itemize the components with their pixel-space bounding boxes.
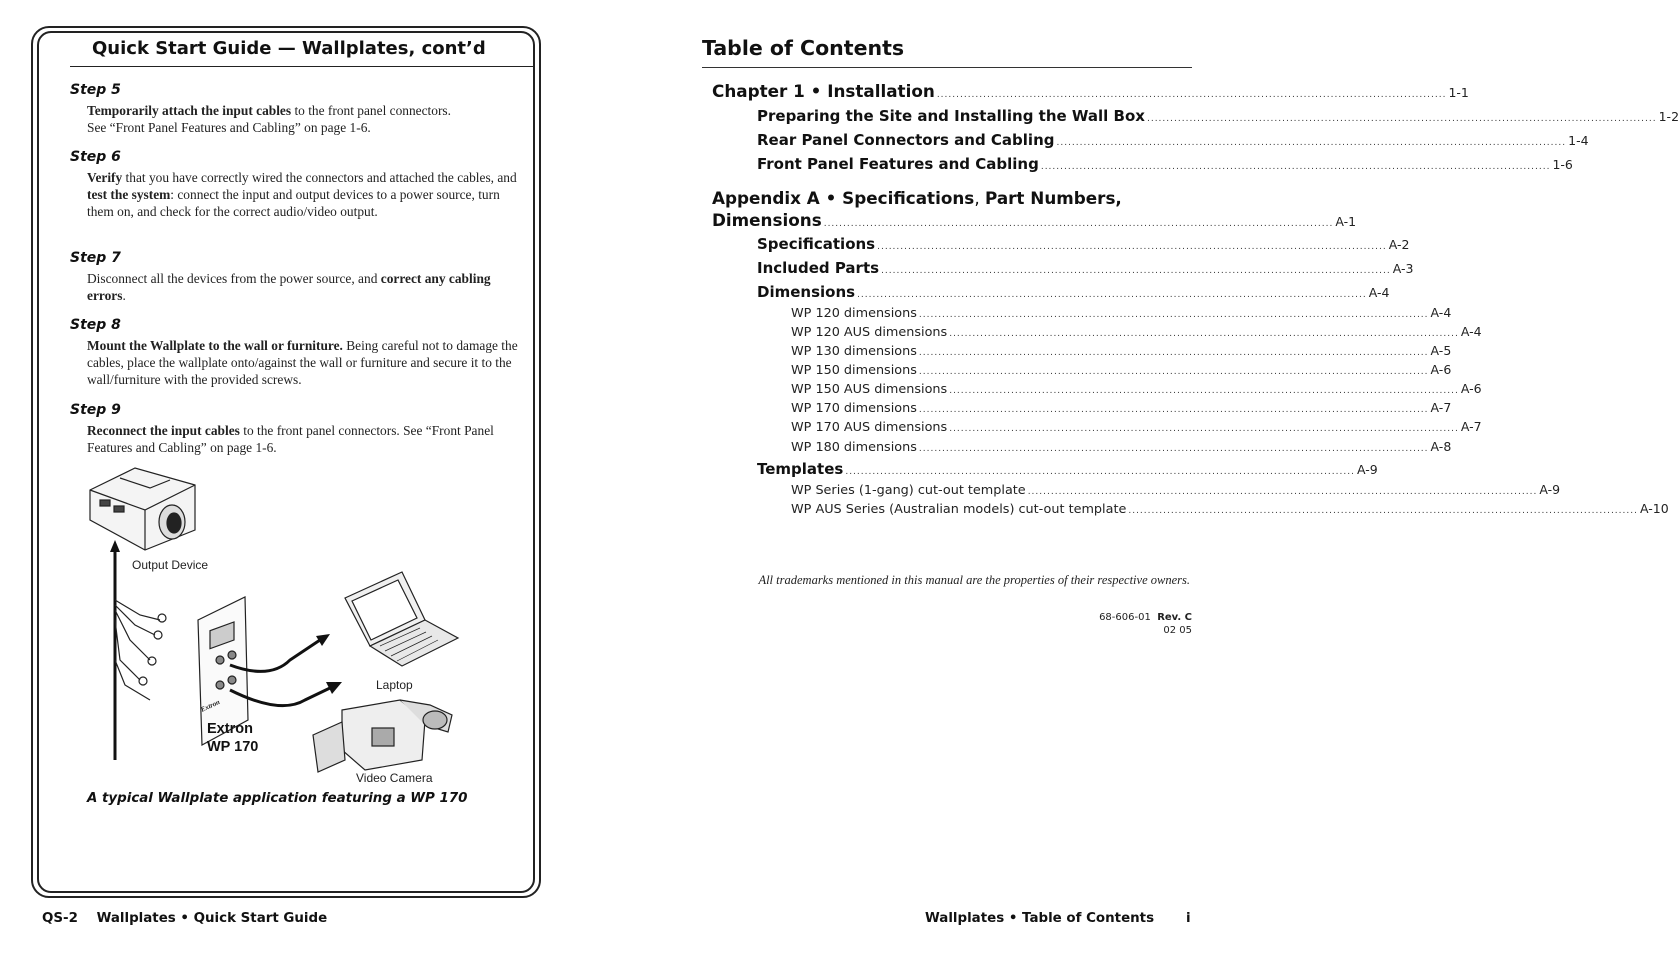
revision: Rev. C (1157, 612, 1192, 623)
appendix-title-part2: Part Numbers, (984, 188, 1122, 208)
toc-item-dimensions[interactable] (757, 283, 1390, 301)
toc-entry-title: Front Panel Features and Cabling (757, 155, 1039, 173)
toc-subitem-wp-aus-template[interactable] (791, 501, 1669, 517)
laptop-label: Laptop (376, 678, 413, 692)
toc-title: Table of Contents (702, 36, 905, 60)
toc-leader-dots: .................................................................................................................................... (918, 310, 1429, 320)
toc-leader-dots: .................................................................................................................................... (1027, 487, 1538, 497)
step-8-bold: Mount the Wallplate to the wall or furniture. (87, 338, 343, 353)
toc-subitem-wp120[interactable] (791, 305, 1452, 321)
toc-leader-dots: .................................................................................................................................... (918, 444, 1429, 454)
step-8-heading: Step 8 (70, 317, 121, 333)
toc-entry-title: WP 150 dimensions (791, 363, 917, 378)
toc-leader-dots: .................................................................................................................................... (949, 424, 1459, 434)
step-9-heading: Step 9 (70, 402, 121, 418)
step-6-body (87, 169, 520, 220)
toc-item-rear-panel[interactable] (757, 131, 1589, 149)
video-camera-icon (313, 700, 452, 772)
figure-caption: A typical Wallplate application featuring a WP 170 (87, 791, 468, 806)
step-8-body (87, 337, 522, 388)
toc-entry-page: A-10 (1639, 501, 1669, 516)
output-device-label: Output Device (132, 558, 209, 572)
plate-brand-label: Extron (199, 698, 222, 714)
toc-title-rule (702, 67, 1192, 68)
step-5-line2: See “Front Panel Features and Cabling” on page 1-6. (87, 120, 371, 135)
toc-entry-page: A-9 (1539, 482, 1561, 497)
footer-right-title: Wallplates • Table of Contents (925, 911, 1155, 926)
toc-subitem-wp180[interactable] (791, 439, 1452, 455)
toc-entry-title: WP 180 dimensions (791, 440, 917, 455)
toc-subitem-wp150[interactable] (791, 362, 1452, 378)
toc-entry-page: A-6 (1430, 362, 1452, 377)
toc-leader-dots: .................................................................................................................................... (1040, 162, 1551, 172)
step-6-heading: Step 6 (70, 149, 121, 165)
toc-item-templates[interactable] (757, 460, 1378, 478)
toc-entry-page: 1-1 (1448, 85, 1469, 100)
toc-entry-title: WP 170 AUS dimensions (791, 420, 948, 435)
toc-leader-dots: .................................................................................................................................... (936, 90, 1447, 100)
wallplate-diagram (80, 460, 480, 790)
toc-entry-page: A-5 (1430, 343, 1452, 358)
extron-label-line2: WP 170 (207, 739, 259, 755)
extron-label-line1: Extron (207, 721, 253, 737)
title-rule (70, 66, 533, 67)
appendix-title-part1: Appendix A • Specifications (712, 188, 975, 208)
toc-entry-title: Dimensions (757, 283, 856, 301)
toc-entry-page: A-4 (1368, 285, 1390, 300)
toc-entry-page: A-8 (1430, 439, 1452, 454)
toc-entry-title: Chapter 1 • Installation (712, 81, 935, 101)
step-6-bold-test: test the system (87, 187, 171, 202)
step-9-bold: Reconnect the input cables (87, 423, 240, 438)
step-7-text-1: Disconnect all the devices from the power source, and (87, 271, 381, 286)
toc-entry-page: A-1 (1335, 214, 1357, 229)
step-6-bold-verify: Verify (87, 170, 123, 185)
laptop-icon (345, 572, 458, 666)
toc-entry-title: Preparing the Site and Installing the Wall Box (757, 107, 1145, 125)
toc-entry-page: A-4 (1430, 305, 1452, 320)
trademark-notice: All trademarks mentioned in this manual are the properties of their respective owners. (758, 573, 1190, 587)
toc-leader-dots: .................................................................................................................................... (918, 367, 1429, 377)
toc-leader-dots: .................................................................................................................................... (918, 405, 1429, 415)
appendix-title-comma: , (974, 188, 985, 208)
toc-leader-dots: .................................................................................................................................... (845, 467, 1355, 477)
step-5-bold: Temporarily attach the input cables (87, 103, 292, 118)
toc-entry-title: WP 120 AUS dimensions (791, 325, 948, 340)
revision-date: 02 05 (1163, 625, 1192, 636)
step-7-bold: correct any cabling errors (87, 271, 491, 303)
toc-entry-title: WP Series (1-gang) cut-out template (791, 483, 1026, 498)
toc-entry-title: Specifications (757, 235, 876, 253)
toc-appendix-a[interactable] (712, 210, 1357, 230)
toc-subitem-wp150-aus[interactable] (791, 381, 1482, 397)
breakout-cables (115, 600, 166, 700)
extron-wp170-label (207, 720, 258, 756)
step-9-text: to the front panel connectors. See “Front Panel Features and Cabling” on page 1-6. (87, 423, 494, 455)
toc-subitem-wp170-aus[interactable] (791, 419, 1482, 435)
step-6-text-2: : connect the input and output devices to a power source, turn them on, and check for the correct audio/video output. (87, 187, 500, 219)
quick-start-title: Quick Start Guide — Wallplates, cont’d (92, 38, 486, 59)
toc-item-specifications[interactable] (757, 235, 1410, 253)
toc-leader-dots: .................................................................................................................................... (881, 266, 1391, 276)
toc-subitem-wp170[interactable] (791, 400, 1452, 416)
step-7-body (87, 270, 507, 304)
toc-entry-title: Included Parts (757, 259, 880, 277)
toc-leader-dots: .................................................................................................................................... (1128, 506, 1638, 516)
toc-entry-page: A-7 (1430, 400, 1452, 415)
arrow-up-icon (110, 540, 120, 552)
footer-left-page-number: QS-2 (42, 911, 78, 926)
toc-subitem-wp-series-template[interactable] (791, 482, 1561, 498)
toc-entry-title: WP AUS Series (Australian models) cut-out template (791, 502, 1127, 517)
toc-entry-title: Templates (757, 460, 844, 478)
toc-entry-title: WP 120 dimensions (791, 306, 917, 321)
toc-entry-page: 1-2 (1658, 109, 1679, 124)
toc-entry-title: Rear Panel Connectors and Cabling (757, 131, 1055, 149)
step-5-text: to the front panel connectors. (291, 103, 451, 118)
toc-entry-page: A-3 (1392, 261, 1414, 276)
toc-item-front-panel[interactable] (757, 155, 1573, 173)
toc-subitem-wp120-aus[interactable] (791, 324, 1482, 340)
projector-icon (90, 468, 195, 550)
toc-leader-dots: .................................................................................................................................... (1056, 138, 1567, 148)
toc-entry-title: WP 150 AUS dimensions (791, 382, 948, 397)
video-camera-label: Video Camera (356, 771, 433, 785)
toc-entry-page: 1-4 (1568, 133, 1589, 148)
toc-entry-page: A-6 (1460, 381, 1482, 396)
toc-entry-page: A-9 (1356, 462, 1378, 477)
toc-leader-dots: .................................................................................................................................... (949, 386, 1459, 396)
toc-entry-page: A-4 (1460, 324, 1482, 339)
step-5-heading: Step 5 (70, 82, 121, 98)
toc-entry-title: Dimensions (712, 210, 822, 230)
step-9-body (87, 422, 522, 456)
toc-chapter-1[interactable] (712, 81, 1469, 101)
part-number: 68-606-01 (1099, 612, 1151, 623)
toc-subitem-wp130[interactable] (791, 343, 1452, 359)
part-number-block (1099, 611, 1192, 637)
footer-right-page-number: i (1186, 911, 1191, 926)
toc-leader-dots: .................................................................................................................................... (823, 219, 1334, 229)
step-6-text-1: that you have correctly wired the connectors and attached the cables, and (122, 170, 517, 185)
toc-leader-dots: .................................................................................................................................... (877, 242, 1387, 252)
toc-leader-dots: .................................................................................................................................... (1146, 114, 1657, 124)
toc-item-included-parts[interactable] (757, 259, 1414, 277)
toc-item-preparing-site[interactable] (757, 107, 1679, 125)
step-5-body (87, 102, 527, 136)
toc-entry-page: 1-6 (1552, 157, 1573, 172)
step-7-text-2: . (122, 288, 126, 303)
toc-entry-page: A-7 (1460, 419, 1482, 434)
toc-entry-page: A-2 (1388, 237, 1410, 252)
footer-left (42, 911, 327, 926)
step-8-text: Being careful not to damage the cables, place the wallplate onto/against the wall or furniture and secure it to the wall/furniture with the provided screws. (87, 338, 518, 387)
toc-entry-title: WP 130 dimensions (791, 344, 917, 359)
toc-leader-dots: .................................................................................................................................... (918, 348, 1429, 358)
toc-leader-dots: .................................................................................................................................... (857, 290, 1367, 300)
toc-appendix-a-line1[interactable] (712, 188, 1122, 208)
toc-leader-dots: .................................................................................................................................... (949, 329, 1459, 339)
toc-entry-title: WP 170 dimensions (791, 401, 917, 416)
footer-left-title: Wallplates • Quick Start Guide (96, 911, 328, 926)
step-7-heading: Step 7 (70, 250, 121, 266)
